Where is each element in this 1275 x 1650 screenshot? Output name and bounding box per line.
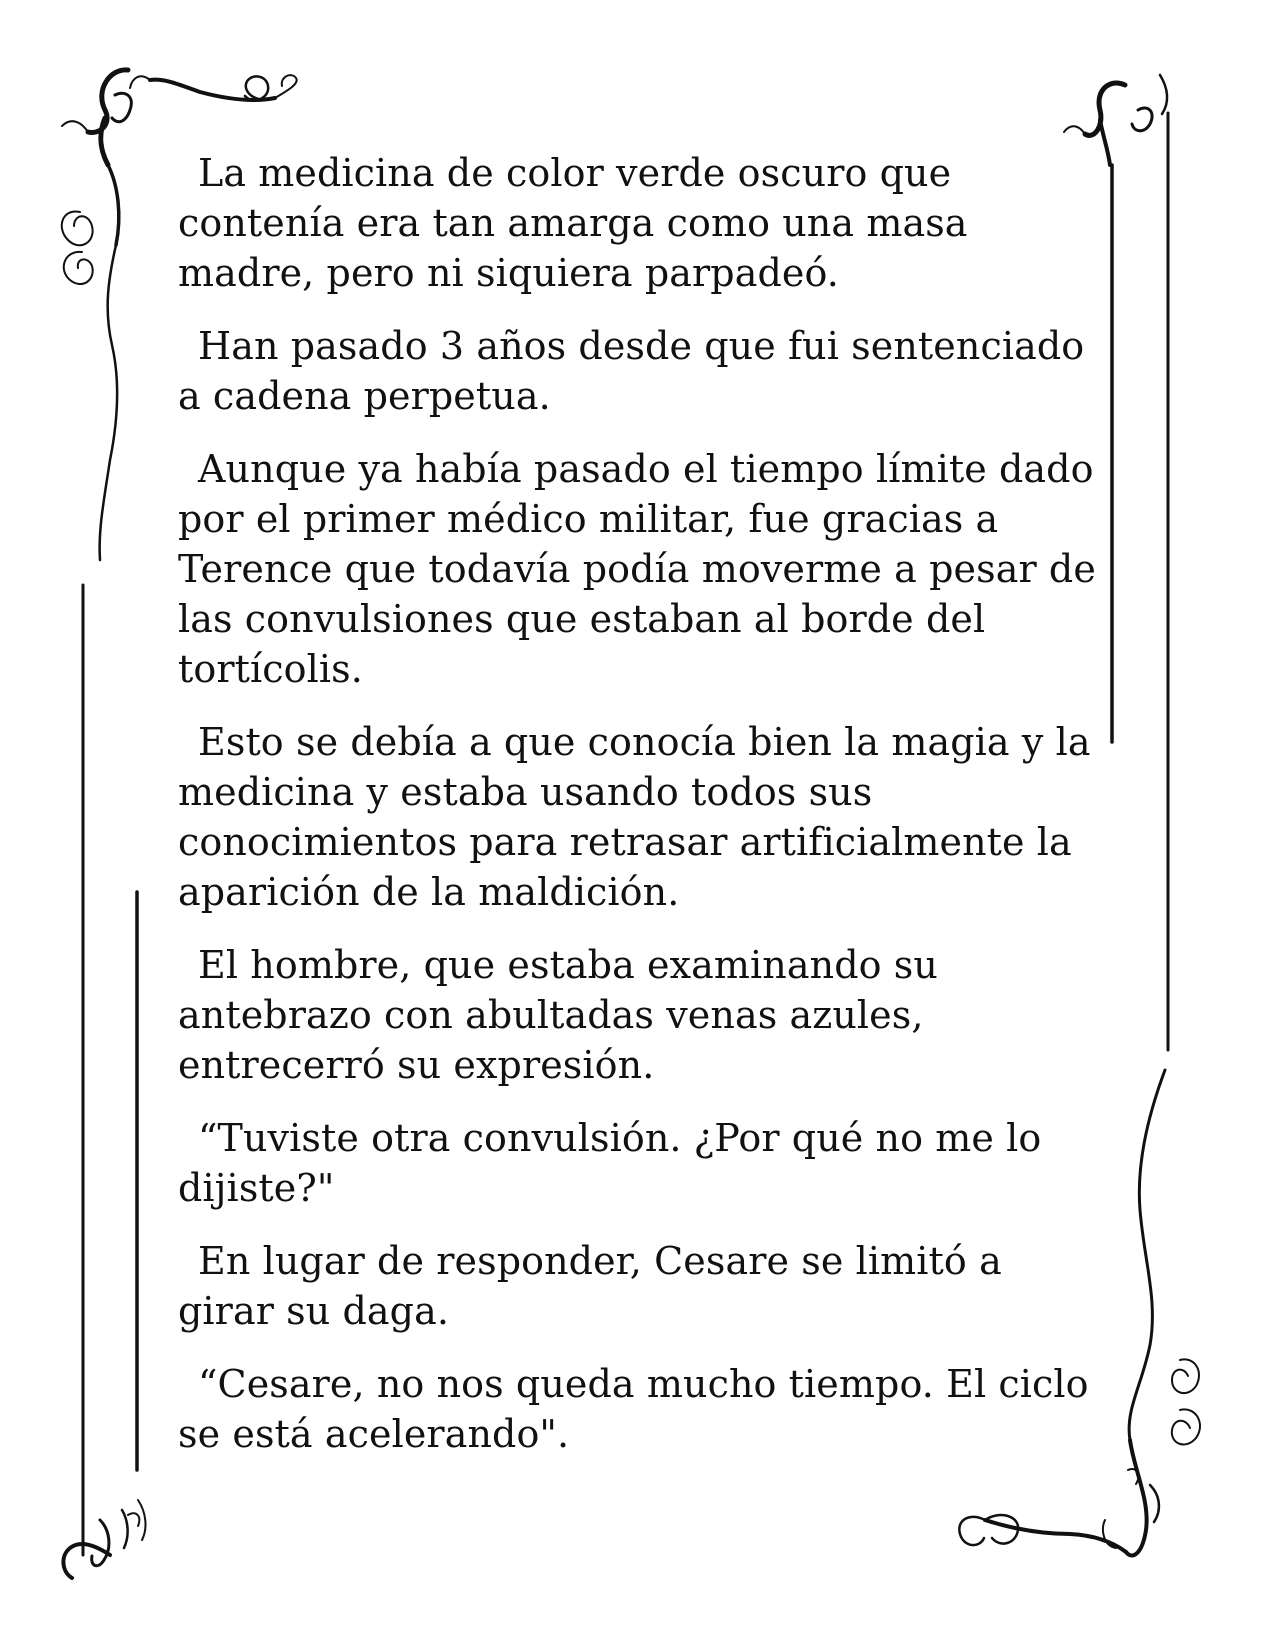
paragraph-7: En lugar de responder, Cesare se limitó a girar su daga. <box>178 1239 1002 1333</box>
story-text <box>178 148 1098 1482</box>
paragraph-6: “Tuviste otra convulsión. ¿Por qué no me lo dijiste?" <box>178 1116 1042 1210</box>
paragraph-4: Esto se debía a que conocía bien la magia y la medicina y estaba usando todos sus conocimientos para retrasar artificialmente la aparición de la maldición. <box>178 720 1091 914</box>
paragraph-3: Aunque ya había pasado el tiempo límite dado por el primer médico militar, fue gracias a Terence que todavía podía moverme a pesar de las convulsiones que estaban al borde del tortícolis. <box>178 447 1096 691</box>
bottom-left-flourish <box>63 1500 145 1578</box>
paragraph-8: “Cesare, no nos queda mucho tiempo. El ciclo se está acelerando". <box>178 1362 1089 1456</box>
paragraph-2: Han pasado 3 años desde que fui sentenciado a cadena perpetua. <box>178 324 1085 418</box>
paragraph-5: El hombre, que estaba examinando su antebrazo con abultadas venas azules, entrecerró su expresión. <box>178 943 938 1087</box>
paragraph-1: La medicina de color verde oscuro que contenía era tan amarga como una masa madre, pero ni siquiera parpadeó. <box>178 151 968 295</box>
